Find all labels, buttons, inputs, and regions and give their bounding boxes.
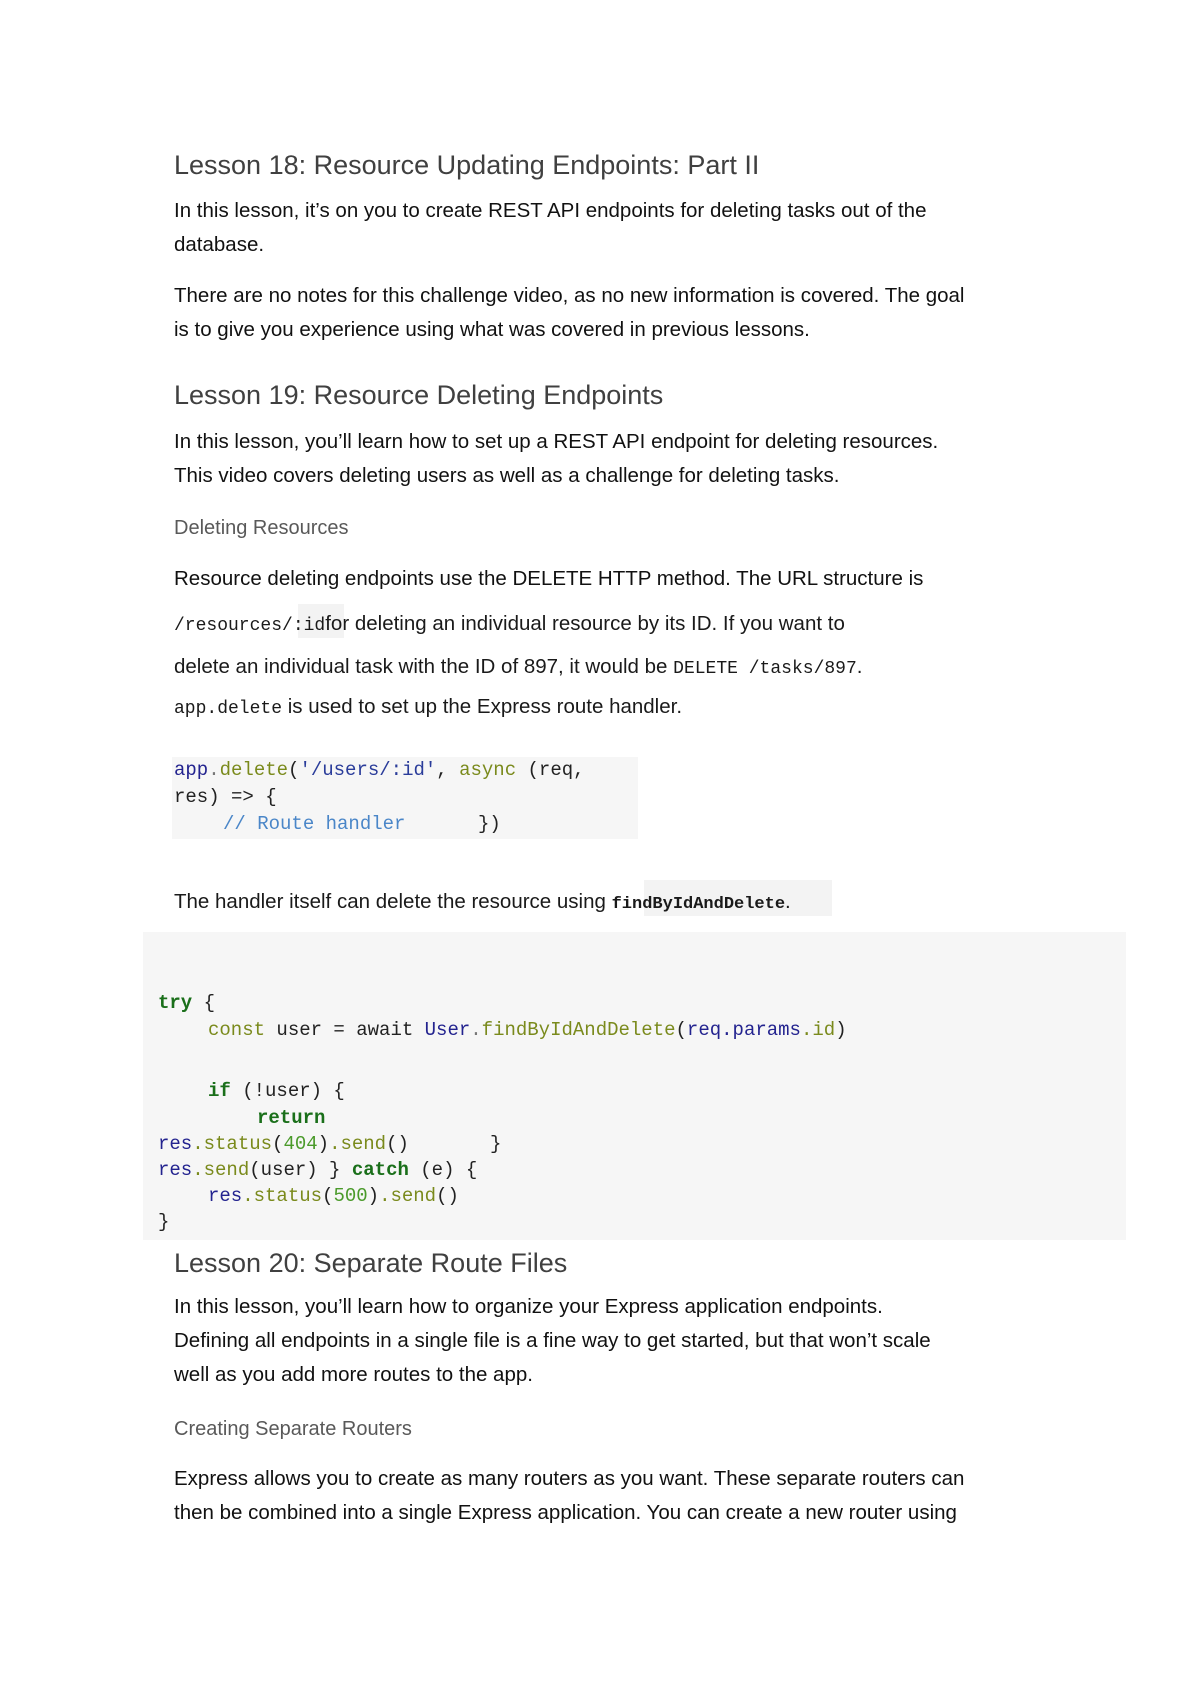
lesson-20-para-1-line-3: well as you add more routes to the app. (174, 1363, 533, 1386)
lesson-19-para-1-line-2: This video covers deleting users as well as a challenge for deleting tasks. (174, 464, 840, 487)
lesson-19-para-2-line-4 (174, 695, 682, 719)
lesson-20-para-1-line-1: In this lesson, you’ll learn how to organize your Express application endpoints. (174, 1295, 883, 1318)
line-3-text: delete an individual task with the ID of 897, it would be (174, 655, 674, 678)
line-4-text: is used to set up the Express route handler. (282, 695, 683, 718)
inline-code-delete-tasks: DELETE /tasks/897 (673, 659, 857, 679)
code-line-try: try { (158, 992, 216, 1014)
inline-code-app-delete: app.delete (174, 699, 283, 719)
code-line-res-status-500: res.status(500).send() (208, 1185, 459, 1207)
para-3-text: The handler itself can delete the resource using (174, 890, 612, 913)
code-line-res-status-404: res.status(404).send() (158, 1133, 409, 1155)
code-line-brace: } (490, 1133, 502, 1155)
lesson-19-title: Lesson 19: Resource Deleting Endpoints (174, 380, 664, 410)
lesson-18-para-2-line-1: There are no notes for this challenge video, as no new information is covered. The goal (174, 284, 965, 307)
code-block-route-line-2: res) => { (174, 786, 277, 808)
lesson-19-para-1-line-1: In this lesson, you’ll learn how to set up a REST API endpoint for deleting resources. (174, 430, 939, 453)
code-line-if: if (!user) { (208, 1080, 345, 1102)
code-line-final-brace: } (158, 1211, 170, 1233)
deleting-resources-subheading: Deleting Resources (174, 517, 349, 539)
inline-code-find-by-id-and-delete: findByIdAndDelete (611, 895, 786, 914)
code-line-res-send-catch: res.send(user) } catch (e) { (158, 1159, 478, 1181)
line-2-text: for deleting an individual resource by its ID. If you want to (325, 612, 845, 635)
lesson-19-para-2-line-1: Resource deleting endpoints use the DELETE HTTP method. The URL structure is (174, 567, 924, 590)
code-block-route-close: }) (478, 813, 501, 835)
lesson-19-para-3 (174, 890, 791, 914)
lesson-18-para-2-line-2: is to give you experience using what was covered in previous lessons. (174, 318, 810, 341)
lesson-18-title: Lesson 18: Resource Updating Endpoints: Part II (174, 150, 760, 180)
lesson-19-para-2-line-3 (174, 655, 862, 679)
lesson-20-para-1-line-2: Defining all endpoints in a single file is a fine way to get started, but that won’t scale (174, 1329, 931, 1352)
code-block-route-line-3: // Route handler (223, 813, 406, 835)
lesson-18-para-1-line-1: In this lesson, it’s on you to create REST API endpoints for deleting tasks out of the (174, 199, 927, 222)
lesson-18-para-1-line-2: database. (174, 233, 265, 256)
creating-separate-routers-subheading: Creating Separate Routers (174, 1418, 412, 1440)
lesson-20-para-2-line-1: Express allows you to create as many routers as you want. These separate routers can (174, 1467, 965, 1490)
lesson-20-para-2-line-2: then be combined into a single Express application. You can create a new router using (174, 1501, 957, 1524)
line-3-end: . (856, 655, 863, 678)
code-line-const-user: const user = await User.findByIdAndDelete(req.params.id) (208, 1019, 847, 1041)
code-block-route-line-1: app.delete('/users/:id', async (req, (174, 759, 585, 781)
code-line-return: return (257, 1107, 326, 1129)
lesson-19-para-2-line-2 (174, 612, 845, 636)
inline-code-resources-id: /resources/:id (174, 616, 326, 636)
para-3-end: . (785, 890, 791, 913)
lesson-20-title: Lesson 20: Separate Route Files (174, 1248, 568, 1278)
